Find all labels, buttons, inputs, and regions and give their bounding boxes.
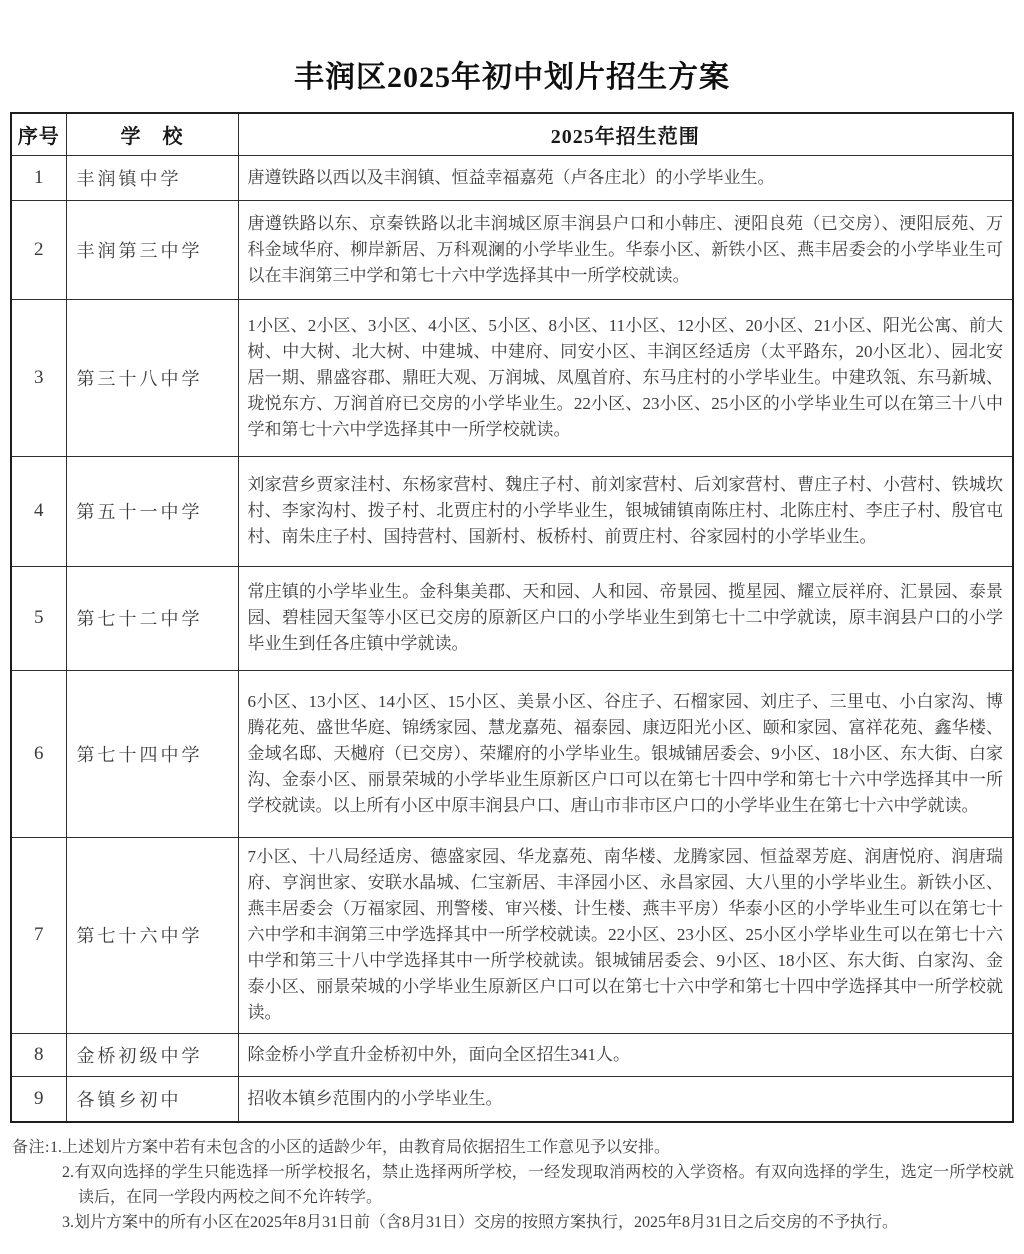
row-number-cell: 9 (11, 1076, 66, 1122)
row-number-cell: 7 (11, 837, 66, 1033)
row-number-cell: 2 (11, 200, 66, 299)
row-number-cell: 5 (11, 566, 66, 670)
row-number-cell: 1 (11, 155, 66, 200)
note-item: 2.有双向选择的学生只能选择一所学校报名，禁止选择两所学校，一经发现取消两校的入学资格。有双向选择的学生，选定一所学校就读后，在同一学段内两校之间不允许转学。 (62, 1164, 1014, 1206)
table-row (11, 299, 1013, 456)
row-number-cell: 8 (11, 1033, 66, 1076)
row-number-cell: 6 (11, 670, 66, 837)
school-cell: 各镇乡初中 (66, 1076, 238, 1122)
school-cell: 第七十四中学 (66, 670, 238, 837)
school-cell: 金桥初级中学 (66, 1033, 238, 1076)
row-number-cell: 3 (11, 299, 66, 456)
table-row (11, 837, 1013, 1033)
range-cell: 刘家营乡贾家洼村、东杨家营村、魏庄子村、前刘家营村、后刘家营村、曹庄子村、小营村、铁城坎村、李家沟村、拨子村、北贾庄村的小学毕业生，银城铺镇南陈庄村、北陈庄村、李庄子村、殷官屯村、南朱庄子村、国持营村、国新村、板桥村、前贾庄村、谷家园村的小学毕业生。 (238, 456, 1013, 566)
range-cell: 唐遵铁路以东、京秦铁路以北丰润城区原丰润县户口和小韩庄、浭阳良苑（已交房）、浭阳辰苑、万科金域华府、柳岸新居、万科观澜的小学毕业生。华泰小区、新铁小区、燕丰居委会的小学毕业生可以在丰润第三中学和第七十六中学选择其中一所学校就读。 (238, 200, 1013, 299)
range-cell: 唐遵铁路以西以及丰润镇、恒益幸福嘉苑（卢各庄北）的小学毕业生。 (238, 155, 1013, 200)
school-cell: 第三十八中学 (66, 299, 238, 456)
table-row (11, 155, 1013, 200)
table-row (11, 566, 1013, 670)
school-cell: 丰润第三中学 (66, 200, 238, 299)
enrollment-table (10, 112, 1014, 1123)
notes (12, 1135, 1014, 1235)
school-cell: 第七十六中学 (66, 837, 238, 1033)
range-cell: 招收本镇乡范围内的小学毕业生。 (238, 1076, 1013, 1122)
school-cell: 第五十一中学 (66, 456, 238, 566)
page-title: 丰润区2025年初中划片招生方案 (294, 61, 730, 94)
range-cell: 6小区、13小区、14小区、15小区、美景小区、谷庄子、石榴家园、刘庄子、三里屯、小白家沟、博腾花苑、盛世华庭、锦绣家园、慧龙嘉苑、福泰园、康迈阳光小区、颐和家园、富祥花苑、鑫华楼、金域名邸、天樾府（已交房）、荣耀府的小学毕业生。银城铺居委会、9小区、18小区、东大街、白家沟、金泰小区、丽景荣城的小学毕业生原新区户口可以在第七十四中学和第七十六中学选择其中一所学校就读。以上所有小区中原丰润县户口、唐山市非市区户口的小学毕业生在第七十六中学就读。 (238, 670, 1013, 837)
notes-list (12, 1135, 1014, 1235)
note-item: 备注:1.上述划片方案中若有未包含的小区的适龄少年，由教育局依据招生工作意见予以安排。 (12, 1139, 670, 1156)
col-header-range: 2025年招生范围 (238, 113, 1013, 155)
table-row (11, 1076, 1013, 1122)
header-row (11, 113, 1013, 155)
school-cell: 第七十二中学 (66, 566, 238, 670)
table-row (11, 200, 1013, 299)
row-number-cell: 4 (11, 456, 66, 566)
table-row (11, 1033, 1013, 1076)
range-cell: 除金桥小学直升金桥初中外，面向全区招生341人。 (238, 1033, 1013, 1076)
table-row (11, 670, 1013, 837)
notes-label: 备注: (12, 1139, 50, 1156)
range-cell: 常庄镇的小学毕业生。金科集美郡、天和园、人和园、帝景园、揽星园、耀立辰祥府、汇景园、泰景园、碧桂园天玺等小区已交房的原新区户口的小学毕业生到第七十二中学就读，原丰润县户口的小学毕业生到任各庄镇中学就读。 (238, 566, 1013, 670)
range-cell: 7小区、十八局经适房、德盛家园、华龙嘉苑、南华楼、龙腾家园、恒益翠芳庭、润唐悦府、润唐瑞府、亨润世家、安联水晶城、仁宝新居、丰泽园小区、永昌家园、大八里的小学毕业生。新铁小区、燕丰居委会（万福家园、刑警楼、审兴楼、计生楼、燕丰平房）华泰小区的小学毕业生可以在第七十六中学和丰润第三中学选择其中一所学校就读。22小区、23小区、25小区小学毕业生可以在第七十六中学和第三十八中学选择其中一所学校就读。银城铺居委会、9小区、18小区、东大街、白家沟、金泰小区、丽景荣城的小学毕业生原新区户口可以在第七十六中学和第七十四中学选择其中一所学校就读。 (238, 837, 1013, 1033)
col-header-number: 序号 (11, 113, 66, 155)
col-header-school: 学 校 (66, 113, 238, 155)
table-row (11, 456, 1013, 566)
table-body (11, 155, 1013, 1122)
table-header (11, 113, 1013, 155)
note-item: 3.划片方案中的所有小区在2025年8月31日前（含8月31日）交房的按照方案执行，2025年8月31日之后交房的不予执行。 (62, 1214, 899, 1231)
range-cell: 1小区、2小区、3小区、4小区、5小区、8小区、11小区、12小区、20小区、21小区、阳光公寓、前大树、中大树、北大树、中建城、中建府、同安小区、丰润区经适房（太平路东，20小区北）、园北安居一期、鼎盛容郡、鼎旺大观、万润城、凤凰首府、东马庄村的小学毕业生。中建玖瓴、东马新城、珑悦东方、万润首府已交房的小学毕业生。22小区、23小区、25小区的小学毕业生可以在第三十八中学和第七十六中学选择其中一所学校就读。 (238, 299, 1013, 456)
school-cell: 丰润镇中学 (66, 155, 238, 200)
